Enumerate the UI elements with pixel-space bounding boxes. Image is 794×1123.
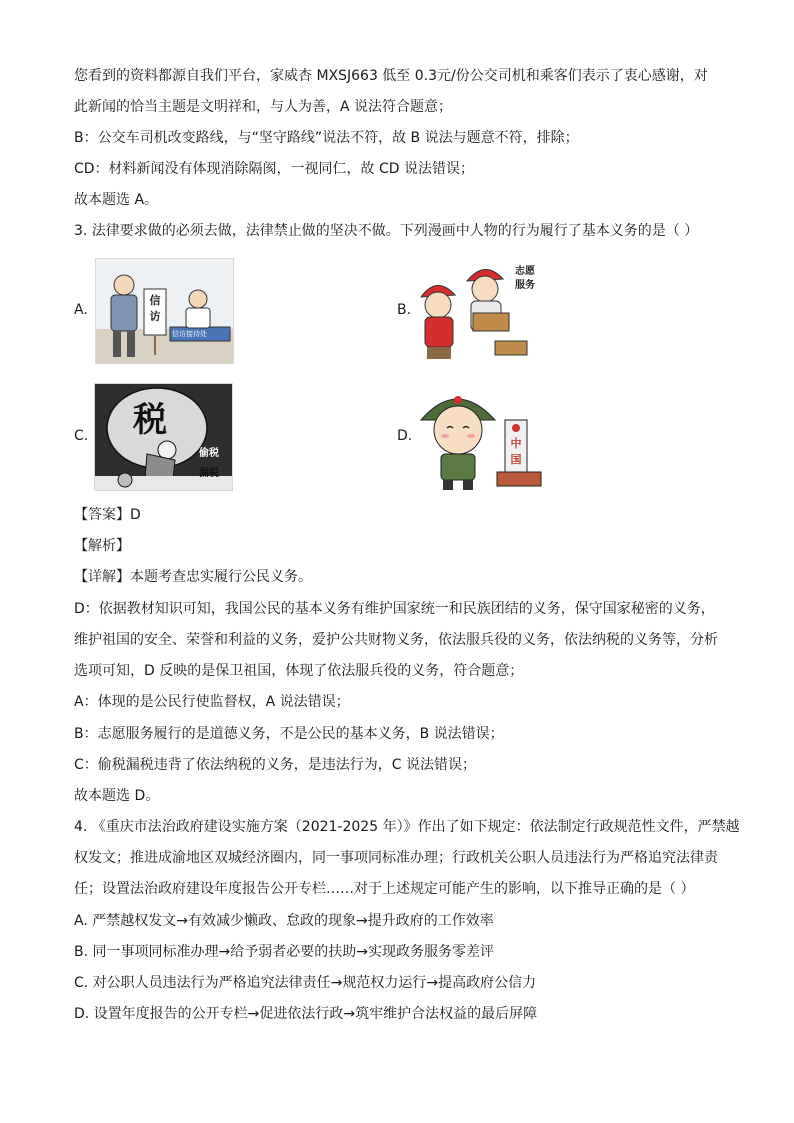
option-a-label: A. [74,302,88,318]
analysis-line: 【详解】本题考查忠实履行公民义务。 [74,569,312,585]
analysis-line: B：志愿服务履行的是道德义务，不是公民的基本义务，B 说法错误； [74,726,504,742]
question-4-stem: 4. 《重庆市法治政府建设实施方案（2021-2025 年）》作出了如下规定：依法制定行政规范性文件，严禁越 [74,819,740,835]
option-b-cartoon [416,258,546,364]
option-b-label: B. [397,302,412,318]
analysis-line: 故本题选 D。 [74,788,160,804]
text-line: 您看到的资料都源自我们平台，家威杏 MXSJ663 低至 0.3元/份公交司机和乘客们表示了衷心感谢，对 [74,68,708,84]
text-line: CD：材料新闻没有体现消除隔阂，一视同仁，故 CD 说法错误； [74,161,475,177]
question-4-option-d: D. 设置年度报告的公开专栏→促进依法行政→筑牢维护合法权益的最后屏障 [74,1006,538,1022]
question-3-stem: 3. 法律要求做的必须去做，法律禁止做的坚决不做。下列漫画中人物的行为履行了基本义务的是（ ） [74,223,699,239]
option-d-label: D. [397,428,413,444]
text-line: 故本题选 A。 [74,192,159,208]
analysis-line: 选项可知，D 反映的是保卫祖国，体现了依法服兵役的义务，符合题意； [74,663,524,679]
analysis-line: C：偷税漏税违背了依法纳税的义务，是违法行为，C 说法错误； [74,757,476,773]
question-4-option-c: C. 对公职人员违法行为严格追究法律责任→规范权力运行→提高政府公信力 [74,975,537,991]
question-4-stem: 权发文；推进成渝地区双城经济圈内，同一事项同标准办理；行政机关公职人员违法行为严格追究法律责 [74,850,718,866]
volunteer-caption: 志愿服务 [515,266,535,291]
question-4-option-a: A. 严禁越权发文→有效减少懒政、怠政的现象→提升政府的工作效率 [74,913,494,929]
analysis-line: A：体现的是公民行使监督权，A 说法错误； [74,694,350,710]
tax-leakage-caption: 漏税 [199,468,219,479]
boundary-post-text: 中国 [510,437,522,466]
option-d-cartoon [416,383,546,491]
question-4-stem: 任；设置法治政府建设年度报告公开专栏……对于上述规定可能产生的影响，以下推导正确的是（ ） [74,881,695,897]
sign-text: 信访 [149,294,161,323]
answer-line: 【答案】D [74,507,141,523]
analysis-line: 维护祖国的安全、荣誉和利益的义务，爱护公共财物义务，依法服兵役的义务，依法纳税的义务等，分析 [74,632,718,648]
question-4-option-b: B. 同一事项同标准办理→给予弱者必要的扶助→实现政务服务零差评 [74,944,494,960]
text-line: 此新闻的恰当主题是文明祥和，与人为善，A 说法符合题意； [74,99,453,115]
desk-badge-text: 信访接待处 [172,330,207,338]
option-c-cartoon [94,383,233,491]
tax-character: 税 [133,400,167,440]
analysis-title: 【解析】 [74,538,130,554]
option-a-cartoon [95,258,234,364]
text-line: B：公交车司机改变路线，与“坚守路线”说法不符，故 B 说法与题意不符，排除； [74,130,579,146]
analysis-line: D：依据教材知识可知，我国公民的基本义务有维护国家统一和民族团结的义务，保守国家秘密的义务， [74,601,715,617]
option-c-label: C. [74,428,89,444]
tax-evasion-caption: 偷税 [199,448,219,459]
